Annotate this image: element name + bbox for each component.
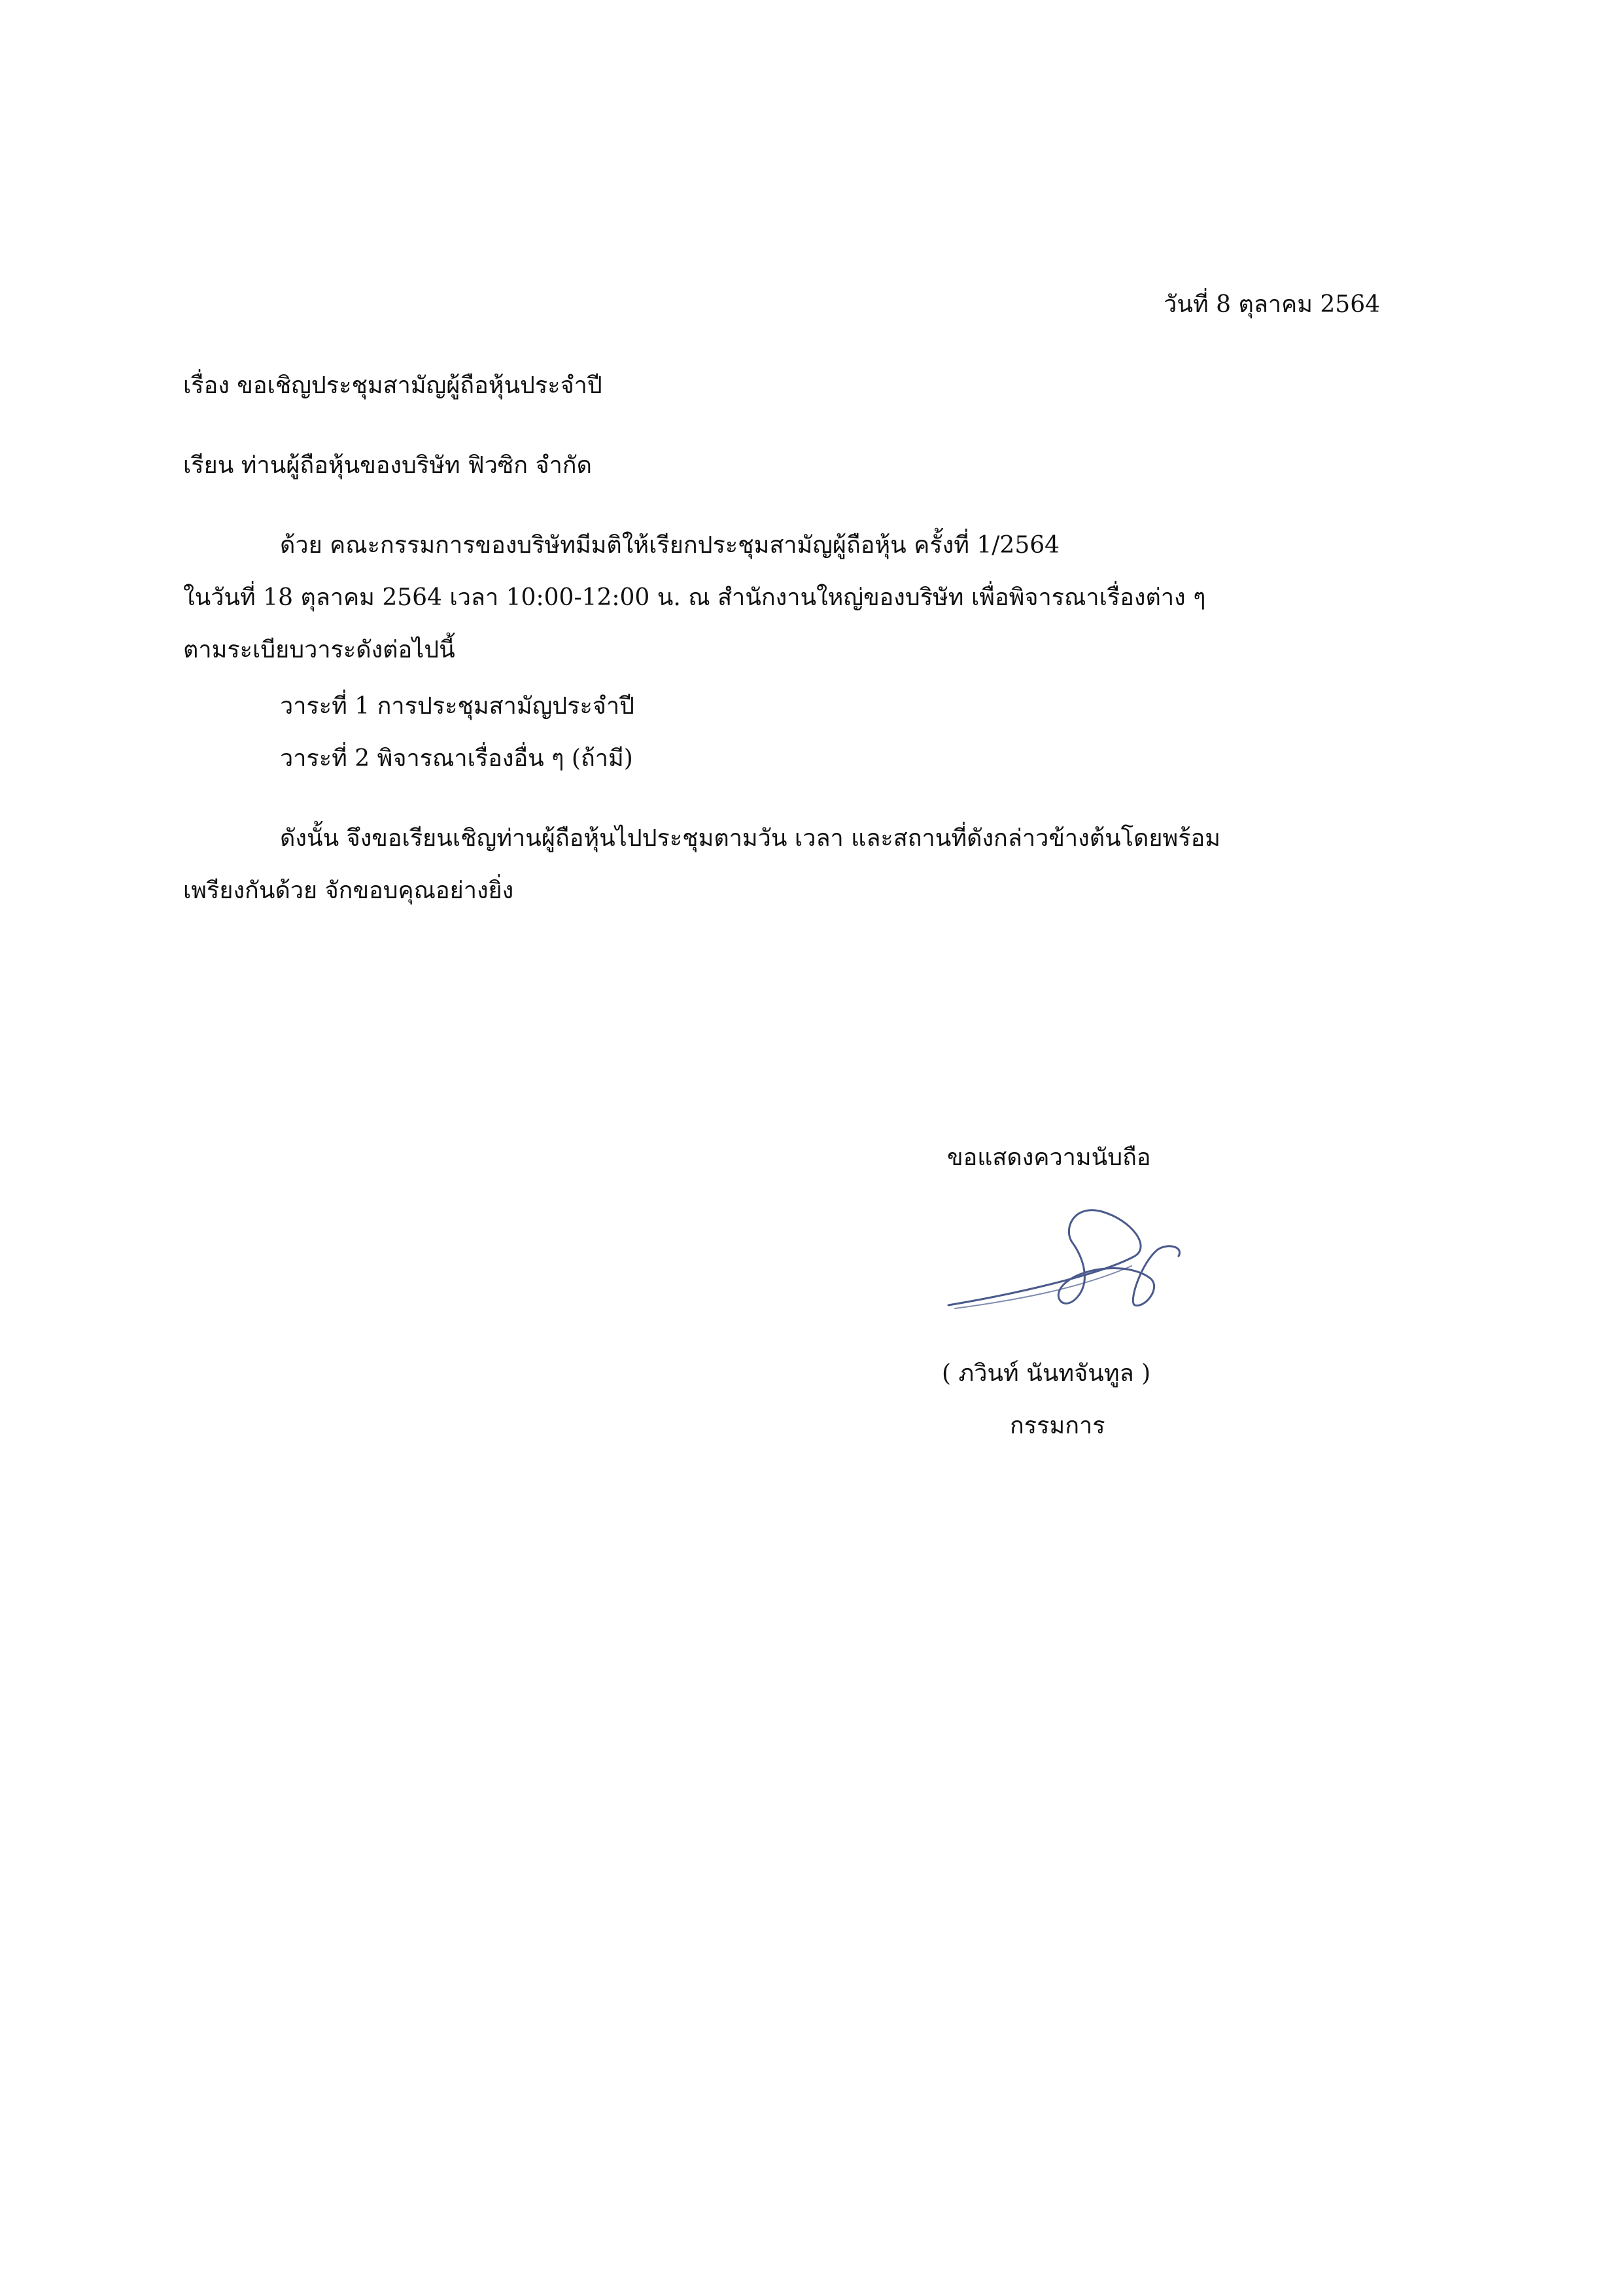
closing-phrase: ขอแสดงความนับถือ xyxy=(947,1144,1151,1171)
paragraph-1-line-3: ตามระเบียบวาระดังต่อไปนี้ xyxy=(183,637,455,663)
paragraph-2-line-2: เพรียงกันด้วย จักขอบคุณอย่างยิ่ง xyxy=(183,877,514,904)
paragraph-2-line-1: ดังนั้น จึงขอเรียนเชิญท่านผู้ถือหุ้นไปประชุมตามวัน เวลา และสถานที่ดังกล่าวข้างต้นโดยพร้อม xyxy=(280,825,1220,852)
paragraph-1-line-2: ในวันที่ 18 ตุลาคม 2564 เวลา 10:00-12:00 น. ณ สำนักงานใหญ่ของบริษัท เพื่อพิจารณาเรื่องต่าง ๆ xyxy=(183,584,1206,611)
paragraph-1-line-1: ด้วย คณะกรรมการของบริษัทมีมติให้เรียกประชุมสามัญผู้ถือหุ้น ครั้งที่ 1/2564 xyxy=(280,532,1060,559)
signer-name: ( ภวินท์ นันทจันทูล ) xyxy=(942,1360,1151,1387)
agenda-item-1: วาระที่ 1 การประชุมสามัญประจำปี xyxy=(280,693,634,720)
signer-position: กรรมการ xyxy=(1010,1412,1105,1439)
letter-subject: เรื่อง ขอเชิญประชุมสามัญผู้ถือหุ้นประจำปี xyxy=(183,372,602,399)
signature-mark xyxy=(935,1184,1217,1335)
agenda-item-2: วาระที่ 2 พิจารณาเรื่องอื่น ๆ (ถ้ามี) xyxy=(280,745,633,772)
letter-date: วันที่ 8 ตุลาคม 2564 xyxy=(1164,291,1380,318)
letter-salutation: เรียน ท่านผู้ถือหุ้นของบริษัท ฟิวซิก จำกัด xyxy=(183,452,592,479)
